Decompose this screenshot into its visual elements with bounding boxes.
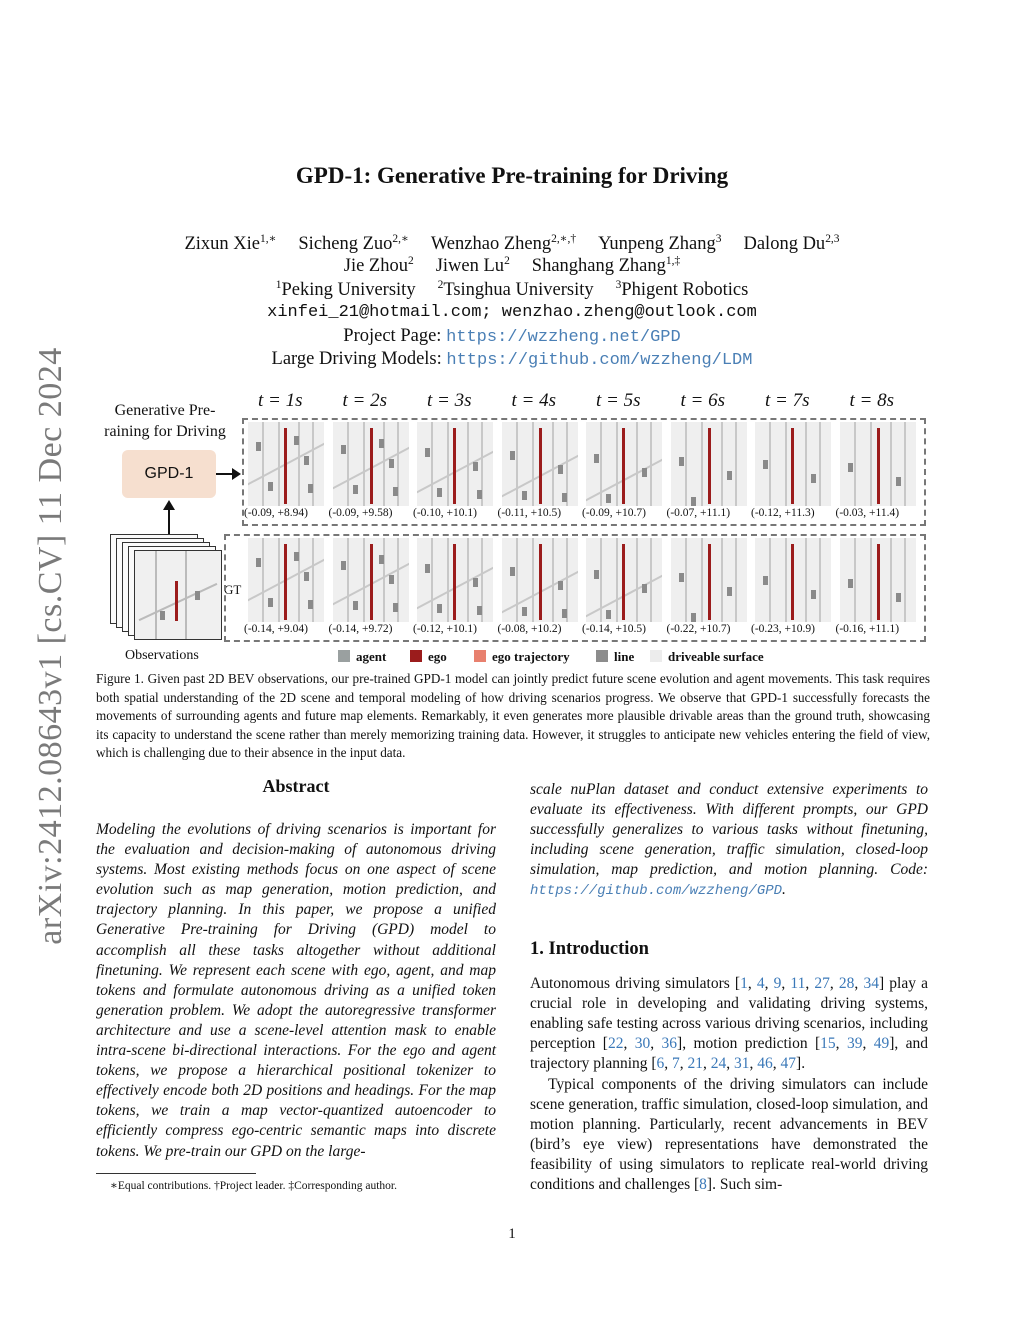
author-name: Yunpeng Zhang — [598, 234, 716, 255]
gt-coordinate: (-0.14, +10.5) — [582, 623, 646, 635]
citation[interactable]: 22 — [607, 1035, 624, 1053]
agent — [558, 465, 563, 474]
lane-line — [532, 538, 534, 622]
agent — [393, 487, 398, 496]
lane-line — [785, 538, 787, 622]
agent — [308, 600, 313, 609]
lane-line — [278, 422, 280, 506]
lane-line — [347, 422, 349, 506]
agent — [353, 601, 358, 610]
time-label: t = 4s — [511, 390, 556, 411]
time-label: t = 8s — [849, 390, 894, 411]
lane-line — [890, 538, 892, 622]
affiliation-name: Peking University — [281, 280, 416, 301]
bev-tile — [840, 422, 916, 506]
gt-coordinate: (-0.12, +10.1) — [413, 623, 477, 635]
abstract-continued: scale nuPlan dataset and conduct extensive experiments to evaluate its effectiveness. With different prompts, our GPD successfully generalizes to various tasks without finetuning, including scene generation, traffic simulation, closed-loop simulation, map prediction, and motion planning. Code: https://github.com/wzzheng/GPD. — [530, 781, 928, 900]
author-sup: 2 — [504, 255, 510, 267]
page-number: 1 — [508, 1226, 516, 1242]
ego-trajectory — [370, 544, 373, 620]
author-sup: 2,∗,† — [551, 233, 577, 245]
citation[interactable]: 47 — [780, 1055, 797, 1073]
time-label: t = 7s — [765, 390, 810, 411]
legend-label: line — [614, 649, 635, 664]
agent — [606, 494, 611, 503]
agent — [691, 497, 696, 506]
agent — [642, 468, 647, 477]
legend-label: agent — [356, 649, 387, 664]
author-sup: 1,‡ — [665, 255, 681, 267]
bev-tile — [417, 538, 493, 622]
arrow-up-shaft — [168, 508, 170, 534]
arrow-right-head — [232, 468, 241, 480]
bev-tile — [586, 538, 662, 622]
lane-line — [735, 422, 737, 506]
intro-heading: 1. Introduction — [530, 939, 649, 959]
agent — [353, 485, 358, 494]
lane-line — [805, 422, 807, 506]
legend-item — [338, 649, 386, 665]
ego-trajectory — [539, 428, 542, 504]
agent — [558, 581, 563, 590]
author-sup: 3 — [715, 233, 722, 245]
agent — [679, 573, 684, 582]
agent — [425, 448, 430, 457]
agent — [679, 457, 684, 466]
agent — [522, 491, 527, 500]
lane-line — [701, 422, 703, 506]
ldm-line — [0, 349, 1024, 370]
agent — [562, 493, 567, 502]
abstract-heading: Abstract — [262, 776, 330, 796]
gt-coordinate: (-0.14, +9.72) — [328, 623, 393, 635]
affiliations — [0, 279, 1024, 301]
author-sup: 2 — [407, 255, 414, 267]
bev-tile — [671, 538, 747, 622]
ego-trajectory — [284, 428, 287, 504]
lane-line — [363, 422, 365, 506]
ego-trajectory — [791, 428, 794, 504]
lane-line — [347, 538, 349, 622]
code-link[interactable]: https://github.com/wzzheng/GPD — [530, 883, 783, 900]
lane-line — [312, 422, 314, 506]
pred-coordinate: (-0.07, +11.1) — [666, 507, 731, 519]
author-name: Jiwen Lu — [435, 256, 505, 277]
ego-trajectory — [622, 428, 625, 504]
bev-tile — [840, 538, 916, 622]
affiliation-name: Phigent Robotics — [621, 280, 749, 301]
pred-coordinate: (-0.09, +8.94) — [244, 507, 308, 519]
affiliation-name: Tsinghua University — [443, 280, 594, 301]
time-label: t = 5s — [596, 390, 641, 411]
agent — [562, 609, 567, 618]
pred-coordinate: (-0.10, +10.1) — [413, 507, 477, 519]
citation[interactable]: 36 — [661, 1035, 678, 1053]
lane-line — [616, 422, 618, 506]
agent — [896, 477, 901, 486]
lane-line — [262, 422, 264, 506]
lane-line — [636, 422, 638, 506]
legend-item — [596, 649, 634, 665]
arxiv-stamp: arXiv:2412.08643v1 [cs.CV] 11 Dec 2024 — [32, 347, 69, 945]
agent — [304, 456, 309, 465]
agent — [268, 482, 273, 491]
lane-line — [685, 538, 687, 622]
bev-tile — [333, 538, 409, 622]
legend-swatch — [338, 650, 350, 662]
pred-coordinate: (-0.11, +10.5) — [497, 507, 562, 519]
lane-line — [854, 538, 856, 622]
bev-tile — [755, 538, 831, 622]
agent — [437, 488, 442, 497]
lane-line — [870, 422, 872, 506]
lane-line — [701, 538, 703, 622]
agent — [477, 606, 482, 615]
citation[interactable]: 8 — [699, 1176, 707, 1194]
citation[interactable]: 6 — [656, 1055, 665, 1073]
lane-line — [890, 422, 892, 506]
lane-line — [516, 538, 518, 622]
agent — [437, 604, 442, 613]
agent — [477, 490, 482, 499]
agent — [594, 570, 599, 579]
citation[interactable]: 27 — [814, 975, 830, 992]
agent — [606, 610, 611, 619]
agent — [268, 598, 273, 607]
author-name: Dalong Du — [743, 234, 826, 255]
gt-coordinate: (-0.08, +10.2) — [497, 623, 562, 635]
agent — [727, 587, 732, 596]
pred-coordinate: (-0.09, +9.58) — [328, 507, 393, 519]
citation[interactable]: 28 — [838, 975, 855, 992]
ego-trajectory — [453, 544, 456, 620]
time-label: t = 2s — [342, 390, 387, 411]
agent — [379, 555, 384, 564]
citation[interactable]: 15 — [820, 1035, 836, 1053]
lane-line — [636, 538, 638, 622]
lane-line — [870, 538, 872, 622]
agent — [763, 576, 768, 585]
lane-line — [769, 538, 771, 622]
lane-line — [262, 538, 264, 622]
agent — [389, 575, 394, 584]
bev-tile — [502, 422, 578, 506]
agent — [522, 607, 527, 616]
pred-coordinate: (-0.12, +11.3) — [751, 507, 815, 519]
lane-line — [298, 538, 300, 622]
lane-line — [785, 422, 787, 506]
project-page-label: Project Page: — [343, 326, 442, 346]
agent — [763, 460, 768, 469]
agent — [473, 462, 478, 471]
legend-label: driveable surface — [668, 649, 764, 664]
gen-label-line2: raining for Driving — [104, 423, 226, 440]
affiliation-sup: 3 — [615, 279, 622, 291]
project-page-line — [0, 326, 1024, 347]
agent — [473, 578, 478, 587]
lane-line — [735, 538, 737, 622]
lane-line — [431, 422, 433, 506]
footnote: ∗Equal contributions. †Project leader. ‡Corresponding author. — [110, 1180, 397, 1192]
lane-line — [904, 422, 906, 506]
lane-line — [854, 422, 856, 506]
citation[interactable]: 11 — [790, 975, 806, 992]
lane-line — [278, 538, 280, 622]
footnote-rule — [96, 1173, 256, 1174]
ldm-link[interactable]: https://github.com/wzzheng/LDM — [446, 351, 753, 370]
agent — [691, 613, 696, 622]
citation[interactable]: 9 — [773, 975, 782, 992]
figure-caption: Figure 1. Given past 2D BEV observations, our pre-trained GPD-1 model can jointly predict future scene evolution and agent movements. This task requires both spatial understanding of the 2D scene and temporal modeling of how driving scenarios progress. We observe that GPD-1 successfully forecasts the movements of surrounding agents and future map elements. Remarkably, it even generates more plausible drivable areas than the ground truth, showcasing its capacity to understand the scene rather than merely memorizing training data. However, it struggles to anticipate new vehicles entering the field of view, which is challenging due to their absence in the input data. — [96, 671, 930, 761]
ego-trajectory — [622, 544, 625, 620]
lane-line — [685, 422, 687, 506]
author-line-2 — [0, 255, 1024, 277]
lane-line — [447, 422, 449, 506]
agent — [848, 463, 853, 472]
observations-label: Observations — [125, 648, 199, 663]
agent — [811, 590, 816, 599]
agent — [896, 593, 901, 602]
agent — [379, 439, 384, 448]
pred-coordinate: (-0.09, +10.7) — [582, 507, 646, 519]
citation[interactable]: 49 — [873, 1035, 890, 1053]
citation[interactable]: 39 — [846, 1035, 863, 1053]
agent — [848, 579, 853, 588]
gen-label — [90, 400, 240, 442]
pred-coordinate: (-0.03, +11.4) — [835, 507, 900, 519]
citation[interactable]: 31 — [734, 1055, 750, 1073]
bev-tile — [248, 538, 324, 622]
observations-stack — [110, 534, 240, 644]
agent — [510, 567, 515, 576]
legend-label: ego — [428, 649, 447, 664]
ego-trajectory — [284, 544, 287, 620]
agent — [594, 454, 599, 463]
legend-swatch — [410, 650, 422, 662]
arrow-up-head — [163, 500, 175, 510]
author-line-1 — [0, 231, 1024, 255]
bev-tile — [755, 422, 831, 506]
author-sup: 2,3 — [825, 233, 840, 245]
lane-line — [721, 422, 723, 506]
agent — [294, 552, 299, 561]
ego-trajectory — [370, 428, 373, 504]
agent — [308, 484, 313, 493]
emails: xinfei_21@hotmail.com; wenzhao.zheng@outlook.com — [267, 303, 757, 322]
gt-coordinate: (-0.22, +10.7) — [666, 623, 731, 635]
agent — [393, 603, 398, 612]
ego-trajectory — [539, 544, 542, 620]
lane-line — [819, 422, 821, 506]
bev-tile — [417, 422, 493, 506]
bev-tile — [333, 422, 409, 506]
agent — [727, 471, 732, 480]
agent — [811, 474, 816, 483]
intro-paragraph-2: Typical components of the driving simulators can include scene generation, traffic simulation, closed-loop simulation, and motion planning. Particularly, recent advancements in BEV (bird’s eye view) representations have demonstrated the feasibility of using simulators to replicate real-world driving conditions and challenges [8]. Such sim- — [530, 1076, 928, 1194]
bev-tile — [502, 538, 578, 622]
citation[interactable]: 30 — [634, 1035, 651, 1053]
lane-line — [805, 538, 807, 622]
lane-line — [383, 538, 385, 622]
legend-swatch — [474, 650, 486, 662]
author-name: Wenzhao Zheng — [430, 234, 552, 255]
lane-line — [298, 422, 300, 506]
lane-line — [819, 538, 821, 622]
agent — [425, 564, 430, 573]
citation[interactable]: 34 — [863, 975, 879, 992]
legend-swatch — [596, 650, 608, 662]
lane-line — [431, 538, 433, 622]
legend-label: ego trajectory — [492, 649, 570, 664]
lane-line — [516, 422, 518, 506]
author-name: Sicheng Zuo — [298, 234, 393, 255]
citation[interactable]: 46 — [757, 1055, 773, 1073]
lane-line — [363, 538, 365, 622]
lane-line — [721, 538, 723, 622]
lane-line — [552, 538, 554, 622]
abstract-body: Modeling the evolutions of driving scenarios is important for the evaluation and decision-making of autonomous driving systems. Most existing methods focus on one aspect of scene evolution such as map generation, motion prediction, and trajectory planning. In this paper, we propose a unified Generative Pre-training for Driving (GPD) model to accomplish all these tasks altogether without additional finetuning. We represent each scene with ego, agent, and map tokens and formulate autonomous driving as a unified token generation problem. We adopt the autoregressive transformer architecture and use a scene-level attention mask to enable intra-scene bi-directional interactions. For the ego and agent tokens, we propose a hierarchical positional tokenizer to effectively encode both 2D positions and headings. For the map tokens, we train a map vector-quantized autoencoder to efficiently compress ego-centric semantic maps into discrete tokens. We pre-train our GPD on the large- — [96, 821, 496, 1160]
time-label: t = 1s — [258, 390, 303, 411]
ego-trajectory — [453, 428, 456, 504]
gt-coordinate: (-0.16, +11.1) — [835, 623, 900, 635]
agent — [256, 442, 261, 451]
gpd-model-label: GPD-1 — [144, 465, 194, 482]
citation[interactable]: 4 — [756, 975, 765, 992]
time-label: t = 6s — [680, 390, 725, 411]
citation[interactable]: 24 — [710, 1055, 727, 1073]
citation[interactable]: 21 — [687, 1055, 704, 1073]
time-label: t = 3s — [427, 390, 472, 411]
lane-line — [312, 538, 314, 622]
abstract-cont-text: scale nuPlan dataset and conduct extensive experiments to evaluate its effectiveness. With different prompts, our GPD successfully generalizes to various tasks without finetuning, including scene generation, traffic simulation, closed-loop simulation, map prediction, and motion planning. Code: — [530, 781, 928, 879]
ego-trajectory — [708, 544, 711, 620]
lane-line — [383, 422, 385, 506]
affiliation-sup: 1 — [275, 279, 282, 291]
lane-line — [532, 422, 534, 506]
ego-trajectory — [791, 544, 794, 620]
citation[interactable]: 7 — [672, 1055, 680, 1073]
lane-line — [447, 538, 449, 622]
figure-1 — [90, 390, 930, 670]
citation[interactable]: 1 — [740, 975, 748, 992]
bev-tile — [671, 422, 747, 506]
project-page-link[interactable]: https://wzzheng.net/GPD — [446, 328, 681, 347]
lane-line — [769, 422, 771, 506]
author-sup: 1,∗ — [259, 233, 277, 245]
legend-item — [650, 649, 764, 665]
author-name: Shanghang Zhang — [531, 256, 666, 277]
bev-tile — [248, 422, 324, 506]
agent — [341, 445, 346, 454]
author-sup: 2,∗ — [392, 233, 409, 245]
agent — [642, 584, 647, 593]
ego-trajectory — [708, 428, 711, 504]
lane-line — [904, 538, 906, 622]
bev-tile — [586, 422, 662, 506]
author-name: Jie Zhou — [343, 256, 408, 277]
gt-label: GT — [224, 582, 242, 597]
lane-line — [552, 422, 554, 506]
agent — [294, 436, 299, 445]
ego-trajectory — [877, 428, 880, 504]
agent — [256, 558, 261, 567]
agent — [510, 451, 515, 460]
affiliation-sup: 2 — [437, 279, 444, 291]
gpd-model-box — [122, 450, 216, 498]
legend-swatch — [650, 650, 662, 662]
gen-label-line1: Generative Pre- — [114, 402, 216, 419]
agent — [341, 561, 346, 570]
gt-coordinate: (-0.23, +10.9) — [751, 623, 815, 635]
legend-item — [474, 649, 570, 665]
agent — [389, 459, 394, 468]
agent — [304, 572, 309, 581]
ego-trajectory — [877, 544, 880, 620]
legend-item — [410, 649, 447, 665]
ldm-label: Large Driving Models: — [271, 349, 442, 369]
paper-title: GPD-1: Generative Pre-training for Driving — [295, 163, 729, 188]
author-name: Zixun Xie — [184, 234, 260, 255]
intro-paragraph-1: Autonomous driving simulators [1, 4, 9, 11, 27, 28, 34] play a crucial role in developing and validating driving systems, enabling safe testing across various driving scenarios, including perception [22, 30, 36], motion prediction [15, 39, 49], and trajectory planning [6, 7, 21, 24, 31, 46, 47]. — [530, 975, 929, 1073]
lane-line — [616, 538, 618, 622]
gt-coordinate: (-0.14, +9.04) — [244, 623, 308, 635]
